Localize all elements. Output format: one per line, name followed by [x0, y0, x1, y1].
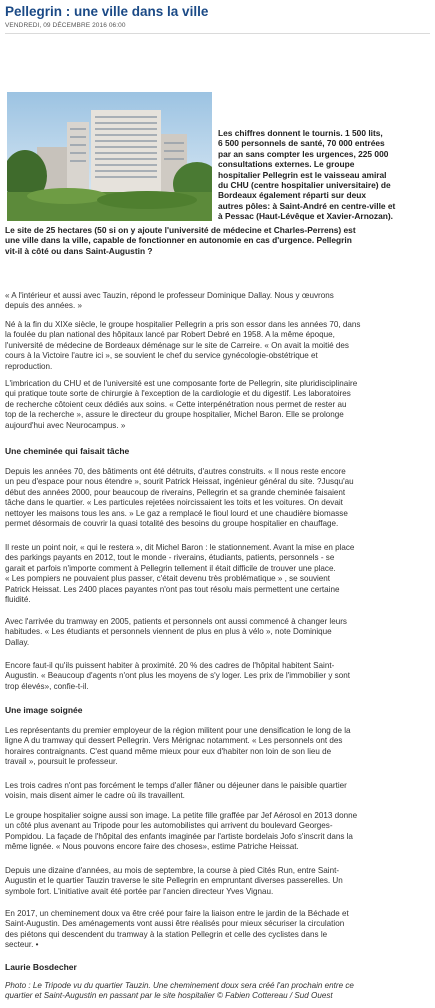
text-line: Patrick Heissat. Les 2400 places payantes n'ont pas tout résolu mais permettent une certaine: [5, 584, 340, 594]
lead-line: hospitalier Pellegrin est le vaisseau amiral: [218, 169, 387, 180]
text-line: trop élevés», confie-t-il.: [5, 681, 89, 691]
paragraph: [5, 320, 429, 372]
text-line: Pompidou. La façade de l'hôpital des enfants imaginée par l'artiste bordelais Jofo s'inscrit dans la: [5, 831, 353, 841]
text-line: de recherche côtoient ceux dédiés aux soins. « Cette interpénétration nous permet de rester au: [5, 399, 347, 409]
paragraph: [5, 617, 429, 648]
text-line: Saint-Augustin. Des aménagements vont aussi être réalisés pour mieux sécuriser la circulation: [5, 919, 345, 929]
text-line: Augustin. « Beaucoup d'agents n'ont plus les moyens de s'y loger. Les prix de l'immobilier y sont: [5, 671, 350, 681]
text-line: la foulée du plan national des hôpitaux lancé par Robert Debré en 1958. A la même époque,: [5, 330, 335, 340]
paragraph: [5, 379, 429, 431]
text-line: début des années 2000, pour beaucoup de riverains, Pellegrin et sa grande cheminée faisaient: [5, 487, 346, 497]
text-line: des parkings payants en 2012, tout le monde - riverains, étudiants, patients, personnels - se: [5, 553, 335, 563]
paragraph: [5, 909, 429, 951]
text-line: l'université de médecine de Bordeaux déménage sur le site de Carreire. « On avait la moitié des: [5, 340, 349, 350]
text-line: Depuis une dizaine d'années, au mois de septembre, la course à pied Cités Run, entre Saint-: [5, 866, 340, 875]
lead-line: Bordeaux également réparti sur deux: [218, 190, 367, 201]
section-heading: Une image soignée: [5, 705, 83, 715]
paragraph: [5, 661, 429, 692]
text-line: Né à la fin du XIXe siècle, le groupe hospitalier Pellegrin a pris son essor dans les années 70, dans: [5, 320, 361, 329]
text-line: habitudes. « Les étudiants et personnels viennent de plus en plus à vélo », note Dominique: [5, 627, 332, 637]
lead-line: autres pôles: à Saint-André en centre-ville et: [218, 200, 396, 211]
text-line: Le groupe hospitalier soigne aussi son image. La petite fille graffée par Jef Aérosol en 2013 donne: [5, 811, 358, 820]
article-title: Pellegrin : une ville dans la ville: [5, 4, 209, 19]
text-line: permet désormais de couvrir la quasi totalité des besoins du groupe hospitalier en chauffage.: [5, 519, 339, 529]
text-line: garait et parfois n'importe comment à Pellegrin tellement il était difficile de trouver une place.: [5, 563, 336, 573]
lead-line: Les chiffres donnent le tournis. 1 500 lits,: [218, 128, 383, 138]
text-line: Dallay.: [5, 637, 30, 647]
paragraph: [5, 543, 429, 605]
lead-full-block: [5, 225, 356, 256]
text-line: horaires contraignants. C'est quand même mieux pour eux d'habiter non loin de son lieu de: [5, 746, 332, 756]
text-line: un peu d'espace pour nous étendre », sourit Patrick Heissat, ingénieur général du site. ?Jusqu'au: [5, 477, 354, 487]
text-line: top de la recherche », assure le directeur du groupe hospitalier, Michel Baron. Elle se prolonge: [5, 410, 344, 420]
title-divider: [5, 33, 430, 34]
text-line: aujourd'hui avec Neurocampus. »: [5, 420, 126, 430]
article-date: VENDREDI, 09 DÉCEMBRE 2016 06:00: [5, 22, 126, 29]
paragraph: [5, 726, 429, 768]
lead-line: Le site de 25 hectares (50 si on y ajoute l'université de médecine et Charles-Perrens) est: [5, 225, 356, 235]
text-line: secteur. •: [5, 940, 39, 950]
text-line: Encore faut-il qu'ils puissent habiter à proximité. 20 % des cadres de l'hôpital habitent Saint-: [5, 661, 335, 670]
text-line: « Les pompiers ne pouvaient plus passer, c'était devenu très problématique » , se souvient: [5, 574, 331, 584]
lead-line: à Pessac (Haut-Lévêque et Xavier-Arnozan).: [218, 211, 394, 222]
text-line: nettoyer les maisons tous les ans. » Le gaz a remplacé le fioul lourd et une chaudière biomasse: [5, 508, 348, 518]
lead-line: par an sans compter les urgences, 225 000: [218, 148, 389, 159]
text-line: Augustin et le quartier Tauzin traverse le site Pellegrin en empruntant diverses passerelles. Un: [5, 876, 343, 886]
hospital-photo: [7, 92, 212, 221]
text-line: symbole fort. L'initiative avait été portée par l'ancien directeur Yves Vignau.: [5, 886, 274, 896]
section-heading: Une cheminée qui faisait tâche: [5, 446, 130, 456]
lead-line: consultations externes. Le groupe: [218, 159, 355, 170]
text-line: travail », poursuit le professeur.: [5, 757, 118, 767]
text-line: voisin, mais disent aimer le cadre où ils travaillent.: [5, 791, 185, 801]
text-line: fluidité.: [5, 595, 31, 605]
text-line: depuis des années. »: [5, 301, 82, 311]
paragraph: [5, 467, 429, 529]
text-line: un côté plus avenant au Tripode pour les automobilistes qui arrivent du boulevard Georges-: [5, 821, 333, 831]
text-line: Il reste un point noir, « qui le restera », dit Michel Baron : le stationnement. Avant la mise en place: [5, 543, 355, 552]
lead-line: vit-il à côté ou dans Saint-Augustin ?: [5, 245, 153, 256]
caption-line: quartier et Saint-Augustin en passant par le site hospitalier © Fabien Cottereau / Sud Ouest: [5, 991, 333, 1001]
text-line: L'imbrication du CHU et de l'université est une composante forte de Pellegrin, site pluridisciplinaire: [5, 379, 358, 388]
text-line: même lignée. « Nous pouvons encore faire des choses», estime Patriche Heissat.: [5, 842, 299, 852]
lead-right-block: [218, 128, 395, 222]
text-line: tâche dans le quartier. « Les particules rejetées noircissaient les toits et les voitures. On devait: [5, 498, 343, 508]
paragraph: [5, 811, 429, 853]
lead-line: 6 500 personnels de santé, 70 000 entrées: [218, 138, 385, 149]
text-line: des piétons qui descendent du tramway à la station Pellegrin et celle des cyclistes dans le: [5, 929, 328, 939]
text-line: qui pratique toute sorte de chirurgie à l'exception de la cardiologie et du digestif. Les laboratoires: [5, 389, 351, 399]
lead-line: une ville dans la ville, capable de fonctionner en autonomie en cas d'urgence. Pellegrin: [5, 235, 352, 246]
caption-line: Photo : Le Tripode vu du quartier Tauzin. Une cheminement doux sera créé l'an prochain entre ce: [5, 981, 354, 990]
text-line: Avec l'arrivée du tramway en 2005, patients et personnels ont aussi commencé à changer leurs: [5, 617, 347, 626]
text-line: Les trois cadres n'ont pas forcément le temps d'aller flâner ou déjeuner dans le paisible quartier: [5, 781, 347, 790]
paragraph: [5, 781, 429, 802]
text-line: reproduction.: [5, 361, 53, 371]
photo-caption: [5, 981, 354, 1002]
lead-line: du CHU (centre hospitalier universitaire) de: [218, 180, 391, 191]
text-line: En 2017, un cheminement doux va être créé pour faire la liaison entre le jardin de la Béchade et: [5, 909, 349, 918]
text-line: Depuis les années 70, des bâtiments ont été détruits, d'autres construits. « Il nous reste encore: [5, 467, 346, 476]
text-line: ligne A du tramway qui dessert Pellegrin. Vers Mérignac notamment. « Les personnels ont des: [5, 736, 343, 746]
text-line: « A l'intérieur et aussi avec Tauzin, répond le professeur Dominique Dallay. Nous y œuvrons: [5, 291, 334, 300]
text-line: cours à la Victoire l'autre ici », se souvient le chef du service gynécologie-obstétrique et: [5, 351, 318, 361]
text-line: Les représentants du premier employeur de la région militent pour une densification le long de la: [5, 726, 351, 735]
paragraph: [5, 291, 429, 312]
paragraph: [5, 866, 429, 897]
article-author: Laurie Bosdecher: [5, 962, 77, 972]
